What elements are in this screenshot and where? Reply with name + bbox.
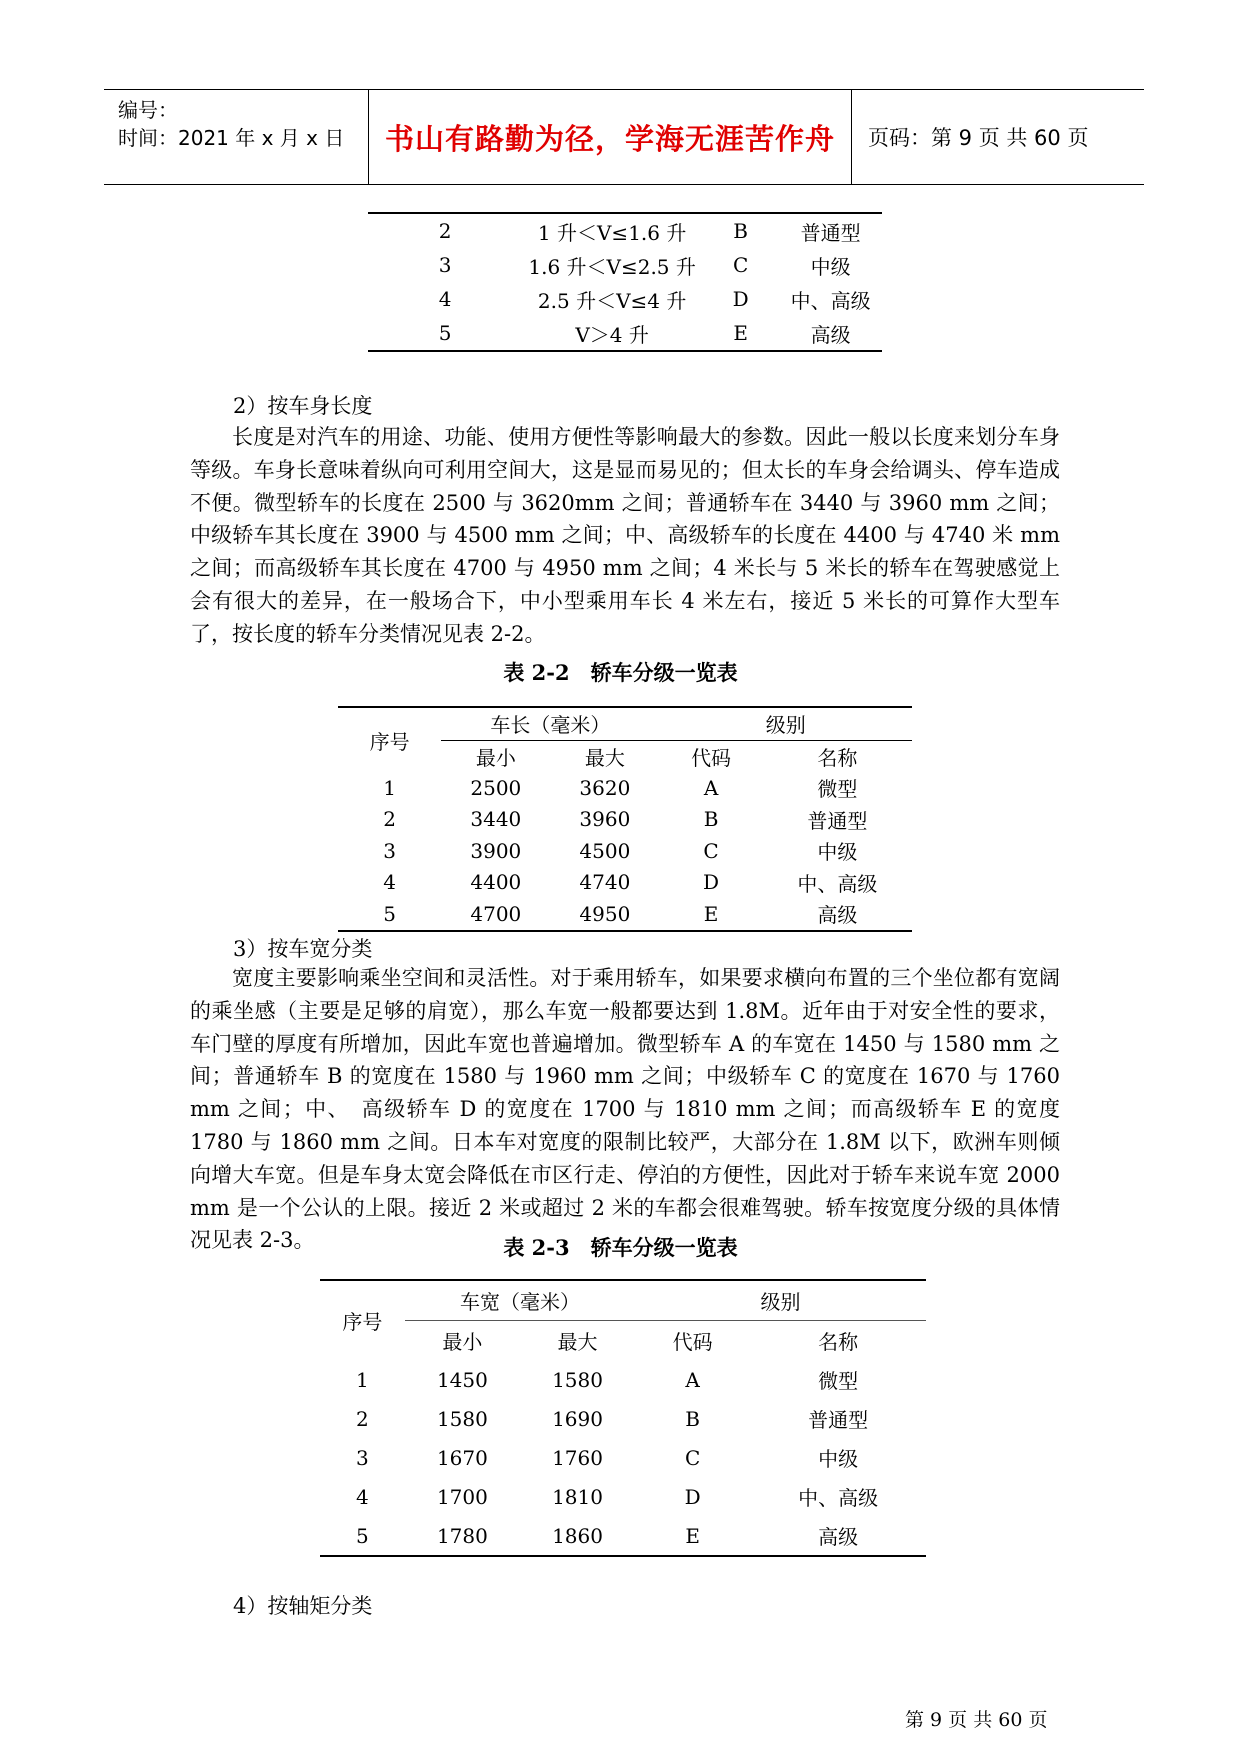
table-cell: B xyxy=(733,219,748,243)
table-cell: 1780 xyxy=(436,1523,488,1548)
section-heading-length: 2）按车身长度 xyxy=(233,394,373,418)
table-caption-2-2: 表 2-2 轿车分级一览表 xyxy=(503,660,738,685)
table-cell: 2.5 升＜V≤4 升 xyxy=(537,288,687,313)
table-cell: 普通型 xyxy=(807,808,868,833)
table-cell: 1 升＜V≤1.6 升 xyxy=(537,220,687,245)
column-header: 代码 xyxy=(691,745,732,770)
table-cell: A xyxy=(703,775,719,800)
table-cell: D xyxy=(684,1484,701,1509)
table-row xyxy=(320,1438,926,1477)
table-cell: 4 xyxy=(356,1484,369,1509)
table-cell: 中、高级 xyxy=(797,871,878,896)
table-row xyxy=(338,867,912,899)
table-header-row xyxy=(320,1321,926,1361)
column-group-header: 级别 xyxy=(635,1280,926,1321)
section-heading-width: 3）按车宽分类 xyxy=(233,937,373,961)
table-cell: 3960 xyxy=(579,807,631,832)
table-cell: 普通型 xyxy=(800,220,861,245)
column-header: 最大 xyxy=(557,1330,598,1354)
table-header-row xyxy=(320,1280,926,1321)
column-header: 最小 xyxy=(475,745,516,770)
table-cell: 中、高级 xyxy=(790,288,871,313)
table-cell: 1580 xyxy=(436,1406,488,1431)
table-cell: 4 xyxy=(438,287,452,311)
table-caption-2-3: 表 2-3 轿车分级一览表 xyxy=(503,1235,738,1260)
table-cell: 中级 xyxy=(817,840,858,865)
table-cell: V＞4 升 xyxy=(575,322,649,347)
document-number-label: 编号： xyxy=(118,98,178,122)
column-group-header: 车长（毫米） xyxy=(441,707,659,740)
table-cell: 1760 xyxy=(552,1445,603,1470)
table-row xyxy=(338,804,912,836)
header-left xyxy=(104,90,366,184)
table-cell: 1670 xyxy=(436,1445,488,1470)
table-row xyxy=(368,316,882,351)
header-motto: 书山有路勤为径，学海无涯苦作舟 xyxy=(384,121,835,156)
table-cell: B xyxy=(703,807,719,832)
table-cell: 1 xyxy=(383,775,397,800)
table-cell: A xyxy=(685,1367,700,1392)
table-cell: 4 xyxy=(383,870,397,895)
table-cell: 普通型 xyxy=(808,1408,869,1432)
column-header: 名称 xyxy=(817,745,858,770)
header-page-number: 页码：第 9 页 共 60 页 xyxy=(868,126,1089,150)
table-cell: 中级 xyxy=(818,1447,859,1471)
table-cell: 5 xyxy=(356,1523,369,1548)
table-cell: 1810 xyxy=(552,1484,603,1509)
page-footer-number: 第 9 页 共 60 页 xyxy=(905,1709,1048,1731)
table-length-classification xyxy=(338,706,912,932)
table-cell: B xyxy=(685,1406,700,1431)
table-cell: 1860 xyxy=(552,1523,603,1548)
table-cell: 1700 xyxy=(436,1484,488,1509)
column-header: 最小 xyxy=(442,1330,483,1354)
table-displacement-continued xyxy=(368,212,882,352)
table-row xyxy=(320,1477,926,1516)
table-cell: E xyxy=(685,1523,700,1548)
table-cell: E xyxy=(733,321,748,345)
table-row xyxy=(368,282,882,316)
table-cell: 高级 xyxy=(810,322,851,347)
table-cell: 3900 xyxy=(470,838,522,863)
table-row xyxy=(338,835,912,867)
table-cell: 4400 xyxy=(470,870,522,895)
table-header-row xyxy=(338,707,912,740)
table-cell: 3 xyxy=(438,253,452,277)
column-header: 代码 xyxy=(672,1330,713,1354)
table-cell: 2500 xyxy=(470,775,522,800)
table-cell: 2 xyxy=(438,219,452,243)
table-cell: D xyxy=(732,287,749,311)
table-cell: 1450 xyxy=(436,1367,488,1392)
table-cell: 3 xyxy=(383,838,397,863)
column-header: 序号 xyxy=(369,729,410,754)
table-cell: 1 xyxy=(356,1367,369,1392)
table-cell: 中级 xyxy=(810,254,851,279)
column-group-header: 车宽（毫米） xyxy=(405,1280,635,1321)
table-cell: E xyxy=(703,901,719,926)
table-cell: 1690 xyxy=(552,1406,603,1431)
table-cell: 微型 xyxy=(818,1369,859,1393)
column-group-header: 级别 xyxy=(659,707,912,740)
table-cell: 4740 xyxy=(579,870,631,895)
table-row xyxy=(320,1516,926,1556)
table-cell: 高级 xyxy=(818,1525,859,1549)
page-header xyxy=(104,89,1144,185)
document-time-label: 时间：2021 年 x 月 x 日 xyxy=(118,126,345,150)
table-cell: 5 xyxy=(383,901,397,926)
table-cell: C xyxy=(732,253,749,277)
paragraph-length: 长度是对汽车的用途、功能、使用方便性等影响最大的参数。因此一般以长度来划分车身等级。车身长意味着纵向可利用空间大，这是显而易见的；但太长的车身会给调头、停车造成不便。微型轿车的长度在 2500 与 3620mm 之间；普通轿车在 3440 与 3960 mm 之间；中级轿车其长度在 3900 与 4500 mm 之间；中、高级轿车的长度在 4400 与 4740 米 mm 之间；而高级轿车其长度在 4700 与 4950 mm 之间；4 米长与 5 米长的轿车在驾驶感觉上会有很大的差异，在一般场合下，中小型乘用车长 4 米左右，接近 5 米长的可算作大型车了，按长度的轿车分类情况见表 2-2。 xyxy=(190,425,1060,646)
table-cell: 1.6 升＜V≤2.5 升 xyxy=(528,254,696,279)
table-cell: 1580 xyxy=(552,1367,603,1392)
table-cell: 4950 xyxy=(579,901,631,926)
header-motto-cell xyxy=(368,90,852,184)
table-row xyxy=(338,772,912,804)
table-cell: 2 xyxy=(356,1406,369,1431)
table-cell: 2 xyxy=(383,807,397,832)
table-cell: 3440 xyxy=(470,807,522,832)
table-cell: 3620 xyxy=(579,775,631,800)
column-header: 最大 xyxy=(584,745,625,770)
column-header: 序号 xyxy=(342,1310,383,1334)
column-header: 名称 xyxy=(818,1330,859,1354)
table-row xyxy=(368,213,882,248)
table-cell: 3 xyxy=(356,1445,369,1470)
table-row xyxy=(338,898,912,931)
table-cell: 4700 xyxy=(470,901,522,926)
paragraph-width: 宽度主要影响乘坐空间和灵活性。对于乘用轿车，如果要求横向布置的三个坐位都有宽阔的乘坐感（主要是足够的肩宽），那么车宽一般都要达到 1.8M。近年由于对安全性的要求，车门壁的厚度有所增加，因此车宽也普遍增加。微型轿车 A 的车宽在 1450 与 1580 mm 之间；普通轿车 B 的宽度在 1580 与 1960 mm 之间；中级轿车 C 的宽度在 1670 与 1760 mm 之间；中、 高级轿车 D 的宽度在 1700 与 1810 mm 之间；而高级轿车 E 的宽度 1780 与 1860 mm 之间。日本车对宽度的限制比较严，大部分在 1.8M 以下，欧洲车则倾向增大车宽。但是车身太宽会降低在市区行走、停泊的方便性，因此对于轿车来说车宽 2000 mm 是一个公认的上限。接近 2 米或超过 2 米的车都会很难驾驶。轿车按宽度分级的具体情况见表 2-3。 xyxy=(190,966,1060,1253)
section-heading-wheelbase: 4）按轴矩分类 xyxy=(233,1594,373,1618)
table-cell: 5 xyxy=(438,321,452,345)
table-row xyxy=(320,1399,926,1438)
table-cell: 中、高级 xyxy=(798,1486,879,1510)
table-width-classification xyxy=(320,1279,926,1557)
table-cell: 4500 xyxy=(579,838,631,863)
table-cell: D xyxy=(703,870,720,895)
table-cell: 微型 xyxy=(817,777,858,802)
table-row xyxy=(368,248,882,282)
table-cell: 高级 xyxy=(817,903,858,928)
table-cell: C xyxy=(703,838,719,863)
table-cell: C xyxy=(684,1445,701,1470)
table-row xyxy=(320,1360,926,1399)
